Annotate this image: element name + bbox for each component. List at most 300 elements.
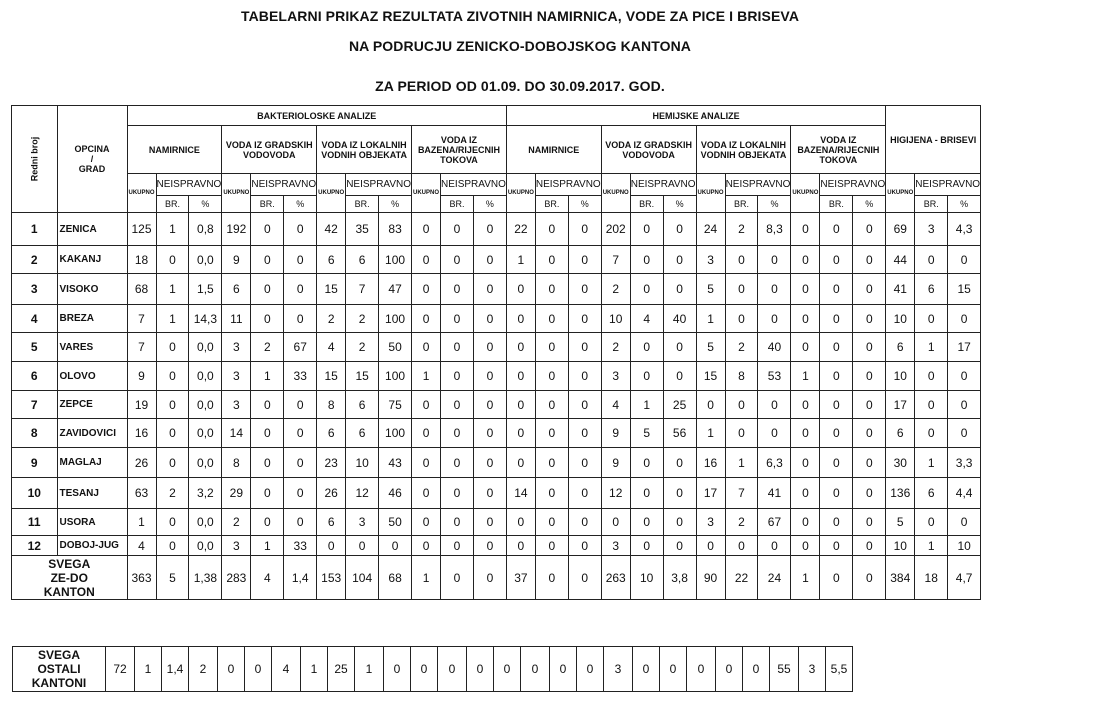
data-cell: 7: [601, 246, 630, 274]
data-cell: 15: [696, 362, 725, 391]
data-cell: 0: [568, 509, 601, 536]
data-cell: 0: [915, 246, 948, 274]
data-cell: 44: [886, 246, 915, 274]
br-header: BR.: [251, 196, 284, 213]
data-cell: 3: [222, 391, 251, 419]
data-cell: 0: [284, 274, 317, 305]
data-cell: 16: [696, 448, 725, 478]
pct-header: %: [948, 196, 981, 213]
data-cell: 0: [284, 509, 317, 536]
data-cell: 33: [284, 536, 317, 556]
data-cell: 4,3: [948, 213, 981, 246]
data-cell: 0: [853, 213, 886, 246]
neispravno-header: NEISPRAVNO: [535, 174, 601, 196]
data-cell: 0: [441, 536, 474, 556]
data-cell: 0: [251, 448, 284, 478]
data-cell: 26: [317, 478, 346, 509]
neispravno-header: NEISPRAVNO: [441, 174, 507, 196]
row-number: 8: [12, 419, 58, 448]
data-cell: 0: [412, 246, 441, 274]
data-cell: 1: [412, 362, 441, 391]
data-cell: 0: [506, 536, 535, 556]
data-cell: 68: [127, 274, 156, 305]
table-row: [12, 419, 981, 448]
data-cell: 14: [506, 478, 535, 509]
data-cell: 0: [630, 213, 663, 246]
data-cell: 0: [758, 246, 791, 274]
data-cell: 1: [915, 536, 948, 556]
data-cell: 0: [853, 333, 886, 362]
data-cell: 19: [127, 391, 156, 419]
other-cell: 0: [521, 647, 550, 692]
data-cell: 1: [251, 362, 284, 391]
total-cell: 0: [473, 556, 506, 600]
data-cell: 0: [506, 419, 535, 448]
data-cell: 2: [725, 509, 758, 536]
neispravno-header: NEISPRAVNO: [820, 174, 886, 196]
data-cell: 0: [535, 478, 568, 509]
ukupno-header: UKUPNO: [412, 174, 441, 213]
ukupno-header: UKUPNO: [127, 174, 156, 213]
neispravno-header: NEISPRAVNO: [725, 174, 791, 196]
total-cell: 0: [535, 556, 568, 600]
data-cell: 6: [317, 246, 346, 274]
other-cell: 5,5: [826, 647, 853, 692]
data-cell: 0: [506, 274, 535, 305]
data-cell: 0: [346, 536, 379, 556]
data-cell: 0: [506, 333, 535, 362]
data-cell: 0: [791, 391, 820, 419]
data-cell: 10: [346, 448, 379, 478]
data-cell: 0: [630, 246, 663, 274]
total-cell: 22: [725, 556, 758, 600]
data-cell: 3: [915, 213, 948, 246]
municipality-name: KAKANJ: [57, 246, 127, 274]
data-cell: 9: [127, 362, 156, 391]
data-cell: 0: [820, 305, 853, 333]
municipality-name: ZENICA: [57, 213, 127, 246]
municipality-name: ZAVIDOVICI: [57, 419, 127, 448]
data-cell: 8: [317, 391, 346, 419]
data-cell: 30: [886, 448, 915, 478]
data-cell: 0: [568, 362, 601, 391]
data-cell: 6: [886, 419, 915, 448]
data-cell: 0: [506, 391, 535, 419]
data-cell: 0: [535, 536, 568, 556]
data-cell: 0: [725, 419, 758, 448]
data-cell: 0: [758, 305, 791, 333]
other-cell: 0: [687, 647, 716, 692]
data-cell: 0: [251, 509, 284, 536]
other-cell: 2: [189, 647, 218, 692]
data-cell: 50: [379, 333, 412, 362]
other-cell: 1: [301, 647, 328, 692]
other-cell: 0: [660, 647, 687, 692]
data-cell: 0: [156, 391, 189, 419]
data-cell: 0: [915, 391, 948, 419]
data-cell: 0: [853, 246, 886, 274]
data-cell: 0,0: [189, 333, 222, 362]
data-cell: 0: [156, 362, 189, 391]
data-cell: 0: [791, 536, 820, 556]
data-cell: 0: [791, 274, 820, 305]
data-cell: 5: [696, 333, 725, 362]
data-cell: 0: [915, 305, 948, 333]
data-cell: 1: [725, 448, 758, 478]
data-cell: 0: [535, 419, 568, 448]
other-cell: 0: [467, 647, 494, 692]
other-cell: 3: [799, 647, 826, 692]
data-cell: 0: [251, 246, 284, 274]
data-cell: 0: [568, 536, 601, 556]
data-cell: 0: [251, 305, 284, 333]
total-cell: 37: [506, 556, 535, 600]
data-cell: 100: [379, 419, 412, 448]
data-cell: 6: [317, 509, 346, 536]
results-table: [11, 105, 981, 600]
municipality-name: MAGLAJ: [57, 448, 127, 478]
data-cell: 4: [601, 391, 630, 419]
data-cell: 0: [791, 246, 820, 274]
data-cell: 1: [156, 305, 189, 333]
ukupno-header: UKUPNO: [601, 174, 630, 213]
data-cell: 0: [441, 419, 474, 448]
data-cell: 9: [222, 246, 251, 274]
data-cell: 0: [820, 333, 853, 362]
data-cell: 0: [758, 419, 791, 448]
document-title: TABELARNI PRIKAZ REZULTATA ZIVOTNIH NAMIRNICA, VODE ZA PICE I BRISEVA: [240, 8, 800, 24]
data-cell: 0: [441, 448, 474, 478]
data-cell: 41: [758, 478, 791, 509]
data-cell: 17: [696, 478, 725, 509]
hemijske-header: HEMIJSKE ANALIZE: [506, 106, 885, 126]
data-cell: 17: [886, 391, 915, 419]
data-cell: 0: [915, 362, 948, 391]
data-cell: 192: [222, 213, 251, 246]
total-cell: 0: [820, 556, 853, 600]
data-cell: 0: [379, 536, 412, 556]
data-cell: 0: [473, 305, 506, 333]
other-cell: 0: [494, 647, 521, 692]
row-number: 10: [12, 478, 58, 509]
ukupno-header: UKUPNO: [317, 174, 346, 213]
total-cell: 18: [915, 556, 948, 600]
other-cell: 25: [328, 647, 355, 692]
data-cell: 16: [127, 419, 156, 448]
bak-voda-grad-header: VODA IZ GRADSKIH VODOVODA: [222, 126, 317, 174]
total-cell: 104: [346, 556, 379, 600]
data-cell: 125: [127, 213, 156, 246]
data-cell: 0: [251, 213, 284, 246]
data-cell: 6: [915, 274, 948, 305]
data-cell: 41: [886, 274, 915, 305]
data-cell: 0: [630, 478, 663, 509]
data-cell: 7: [346, 274, 379, 305]
data-cell: 0: [758, 274, 791, 305]
data-cell: 0: [791, 419, 820, 448]
data-cell: 0,0: [189, 536, 222, 556]
data-cell: 1: [630, 391, 663, 419]
data-cell: 0: [791, 478, 820, 509]
other-cantons-label: SVEGA OSTALI KANTONI: [13, 647, 106, 692]
data-cell: 46: [379, 478, 412, 509]
data-cell: 24: [696, 213, 725, 246]
other-cell: 0: [743, 647, 770, 692]
br-header: BR.: [441, 196, 474, 213]
data-cell: 0: [568, 305, 601, 333]
neispravno-header: NEISPRAVNO: [915, 174, 981, 196]
ukupno-header: UKUPNO: [506, 174, 535, 213]
data-cell: 0: [663, 333, 696, 362]
data-cell: 0: [630, 448, 663, 478]
data-cell: 0: [725, 246, 758, 274]
data-cell: 0: [506, 448, 535, 478]
data-cell: 0: [473, 509, 506, 536]
data-cell: 0: [441, 274, 474, 305]
municipality-name: DOBOJ-JUG: [57, 536, 127, 556]
data-cell: 0: [156, 333, 189, 362]
bak-namirnice-header: NAMIRNICE: [127, 126, 222, 174]
data-cell: 100: [379, 305, 412, 333]
higijena-header: HIGIJENA - BRISEVI: [886, 106, 981, 174]
br-header: BR.: [346, 196, 379, 213]
bak-bazena-header: VODA IZ BAZENA/RIJECNIH TOKOVA: [412, 126, 507, 174]
pct-header: %: [663, 196, 696, 213]
data-cell: 0: [853, 478, 886, 509]
data-cell: 0: [506, 509, 535, 536]
data-cell: 43: [379, 448, 412, 478]
row-number: 1: [12, 213, 58, 246]
data-cell: 0: [441, 509, 474, 536]
data-cell: 6: [317, 419, 346, 448]
data-cell: 3: [222, 333, 251, 362]
data-cell: 0: [663, 536, 696, 556]
data-cell: 17: [948, 333, 981, 362]
data-cell: 2: [725, 213, 758, 246]
table-row: [12, 274, 981, 305]
data-cell: 40: [758, 333, 791, 362]
data-cell: 67: [758, 509, 791, 536]
data-cell: 53: [758, 362, 791, 391]
data-cell: 0: [791, 213, 820, 246]
data-cell: 0: [473, 333, 506, 362]
data-cell: 1: [156, 213, 189, 246]
data-cell: 0: [853, 305, 886, 333]
data-cell: 0: [535, 213, 568, 246]
data-cell: 0: [412, 509, 441, 536]
data-cell: 1: [791, 362, 820, 391]
data-cell: 0: [473, 536, 506, 556]
data-cell: 33: [284, 362, 317, 391]
data-cell: 40: [663, 305, 696, 333]
data-cell: 0: [473, 362, 506, 391]
data-cell: 83: [379, 213, 412, 246]
data-cell: 0: [820, 509, 853, 536]
data-cell: 0: [630, 536, 663, 556]
data-cell: 3: [601, 362, 630, 391]
data-cell: 69: [886, 213, 915, 246]
pct-header: %: [473, 196, 506, 213]
data-cell: 0: [251, 274, 284, 305]
data-cell: 22: [506, 213, 535, 246]
row-number: 4: [12, 305, 58, 333]
data-cell: 6,3: [758, 448, 791, 478]
br-header: BR.: [820, 196, 853, 213]
data-cell: 0: [535, 305, 568, 333]
table-row: [12, 305, 981, 333]
data-cell: 5: [630, 419, 663, 448]
data-cell: 0: [441, 391, 474, 419]
data-cell: 0: [725, 391, 758, 419]
total-cell: 1: [412, 556, 441, 600]
data-cell: 0: [156, 509, 189, 536]
hem-voda-lok-header: VODA IZ LOKALNIH VODNIH OBJEKATA: [696, 126, 791, 174]
data-cell: 0: [412, 274, 441, 305]
pct-header: %: [853, 196, 886, 213]
data-cell: 8: [725, 362, 758, 391]
data-cell: 18: [127, 246, 156, 274]
other-cell: 0: [384, 647, 411, 692]
data-cell: 2: [251, 333, 284, 362]
data-cell: 0: [568, 213, 601, 246]
data-cell: 0: [791, 509, 820, 536]
data-cell: 4: [317, 333, 346, 362]
hem-voda-grad-header: VODA IZ GRADSKIH VODOVODA: [601, 126, 696, 174]
data-cell: 26: [127, 448, 156, 478]
data-cell: 29: [222, 478, 251, 509]
total-label: SVEGA ZE-DO KANTON: [12, 556, 128, 600]
data-cell: 2: [222, 509, 251, 536]
total-cell: 384: [886, 556, 915, 600]
municipality-name: VISOKO: [57, 274, 127, 305]
data-cell: 8: [222, 448, 251, 478]
data-cell: 15: [317, 362, 346, 391]
data-cell: 136: [886, 478, 915, 509]
other-cell: 0: [218, 647, 245, 692]
data-cell: 1: [251, 536, 284, 556]
data-cell: 0: [630, 362, 663, 391]
other-cantons-row: [13, 647, 853, 692]
data-cell: 0: [568, 478, 601, 509]
data-cell: 67: [284, 333, 317, 362]
data-cell: 6: [346, 419, 379, 448]
data-cell: 0: [284, 419, 317, 448]
data-cell: 0: [535, 246, 568, 274]
data-cell: 0: [820, 274, 853, 305]
data-cell: 0: [725, 536, 758, 556]
data-cell: 0: [663, 213, 696, 246]
data-cell: 0: [412, 333, 441, 362]
ukupno-header: UKUPNO: [886, 174, 915, 213]
data-cell: 0: [441, 478, 474, 509]
data-cell: 0: [412, 391, 441, 419]
br-header: BR.: [630, 196, 663, 213]
data-cell: 1: [506, 246, 535, 274]
data-cell: 0: [441, 305, 474, 333]
data-cell: 6: [346, 246, 379, 274]
data-cell: 3: [696, 509, 725, 536]
data-cell: 50: [379, 509, 412, 536]
other-cell: 3: [604, 647, 633, 692]
data-cell: 0: [568, 333, 601, 362]
pct-header: %: [189, 196, 222, 213]
data-cell: 2: [601, 333, 630, 362]
data-cell: 0: [156, 246, 189, 274]
total-cell: 363: [127, 556, 156, 600]
data-cell: 0: [853, 274, 886, 305]
data-cell: 14,3: [189, 305, 222, 333]
ukupno-header: UKUPNO: [222, 174, 251, 213]
total-cell: 263: [601, 556, 630, 600]
table-row: [12, 509, 981, 536]
data-cell: 0: [568, 391, 601, 419]
total-cell: 1: [791, 556, 820, 600]
data-cell: 6: [222, 274, 251, 305]
row-number: 5: [12, 333, 58, 362]
data-cell: 15: [346, 362, 379, 391]
neispravno-header: NEISPRAVNO: [251, 174, 317, 196]
data-cell: 0: [853, 419, 886, 448]
data-cell: 47: [379, 274, 412, 305]
data-cell: 0: [820, 536, 853, 556]
data-cell: 0: [535, 333, 568, 362]
data-cell: 4: [630, 305, 663, 333]
data-cell: 0: [758, 391, 791, 419]
data-cell: 0: [791, 448, 820, 478]
pct-header: %: [284, 196, 317, 213]
neispravno-header: NEISPRAVNO: [156, 174, 222, 196]
row-number: 6: [12, 362, 58, 391]
data-cell: 4,4: [948, 478, 981, 509]
data-cell: 0: [284, 448, 317, 478]
ukupno-header: UKUPNO: [791, 174, 820, 213]
br-header: BR.: [535, 196, 568, 213]
data-cell: 0: [535, 274, 568, 305]
data-cell: 1,5: [189, 274, 222, 305]
data-cell: 0: [820, 478, 853, 509]
total-cell: 5: [156, 556, 189, 600]
bak-voda-lok-header: VODA IZ LOKALNIH VODNIH OBJEKATA: [317, 126, 412, 174]
table-row: [12, 246, 981, 274]
data-cell: 0: [663, 509, 696, 536]
data-cell: 12: [346, 478, 379, 509]
data-cell: 0: [791, 305, 820, 333]
data-cell: 0: [441, 246, 474, 274]
data-cell: 0: [284, 213, 317, 246]
pct-header: %: [379, 196, 412, 213]
other-cell: 0: [245, 647, 272, 692]
data-cell: 100: [379, 246, 412, 274]
data-cell: 0: [758, 536, 791, 556]
data-cell: 0: [601, 509, 630, 536]
row-number: 7: [12, 391, 58, 419]
table-row: [12, 362, 981, 391]
data-cell: 2: [156, 478, 189, 509]
other-cell: 55: [770, 647, 799, 692]
data-cell: 0: [284, 246, 317, 274]
data-cell: 0: [791, 333, 820, 362]
total-cell: 4: [251, 556, 284, 600]
data-cell: 0: [412, 448, 441, 478]
data-cell: 0,0: [189, 362, 222, 391]
data-cell: 7: [127, 333, 156, 362]
table-row: [12, 448, 981, 478]
data-cell: 0: [156, 448, 189, 478]
other-cell: 0: [716, 647, 743, 692]
data-cell: 0: [915, 509, 948, 536]
data-cell: 202: [601, 213, 630, 246]
data-cell: 0: [725, 305, 758, 333]
